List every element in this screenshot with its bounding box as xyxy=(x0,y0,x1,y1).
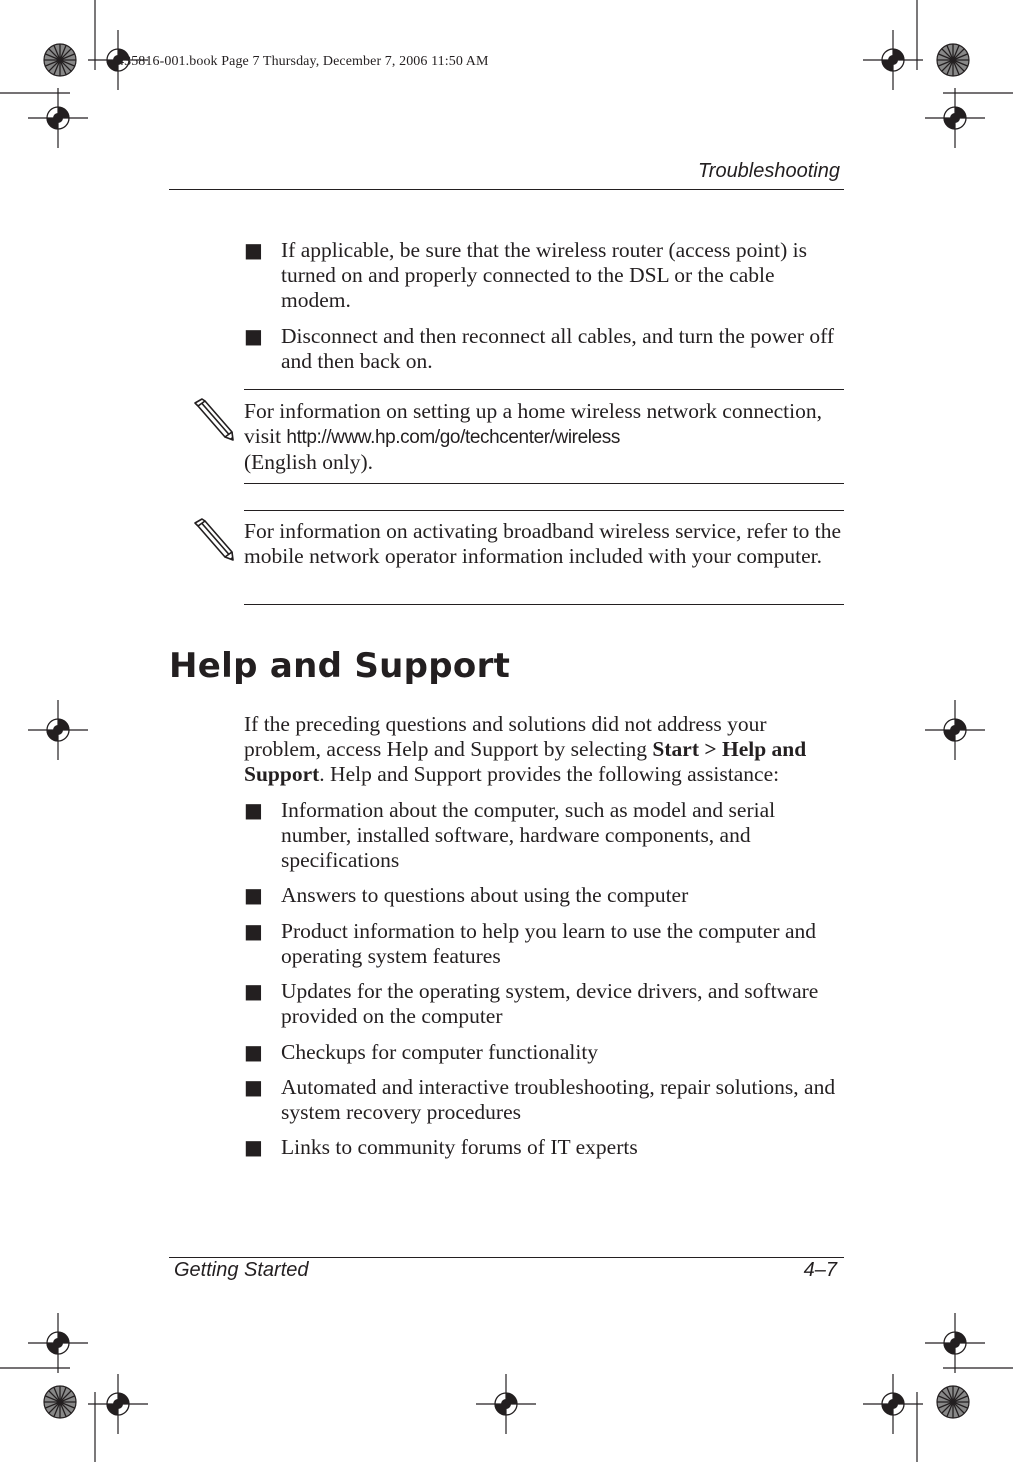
bullet-text: Product information to help you learn to use the computer and operating system features xyxy=(281,919,816,968)
pencil-note-icon xyxy=(192,398,236,442)
footer-rule xyxy=(169,1257,844,1258)
bullet-text: Checkups for computer functionality xyxy=(281,1040,599,1064)
bullet-icon: ■ xyxy=(244,919,263,943)
bullet-text: Updates for the operating system, device drivers, and software provided on the computer xyxy=(281,979,819,1028)
bullet-text: Answers to questions about using the computer xyxy=(281,883,689,907)
note-text xyxy=(244,399,844,475)
intro-text-after: . Help and Support provides the following assistance: xyxy=(319,762,780,786)
menu-path: Start > Help and Support xyxy=(244,737,807,786)
note-text-before: For information on setting up a home wireless network connection, visit xyxy=(244,399,822,448)
bullet-icon: ■ xyxy=(244,324,263,348)
print-slug: 435816-001.book Page 7 Thursday, December 7, 2006 11:50 AM xyxy=(117,54,489,69)
bullet-icon: ■ xyxy=(244,883,263,907)
bullet-text: Disconnect and then reconnect all cables, and turn the power off and then back on. xyxy=(281,324,835,373)
list-item xyxy=(244,238,844,313)
footer-page-number: 4–7 xyxy=(803,1259,837,1281)
bullet-icon: ■ xyxy=(244,238,263,262)
section-heading: Help and Support xyxy=(169,646,511,686)
bullet-text: Information about the computer, such as model and serial number, installed software, hardware components, and specifications xyxy=(281,798,776,872)
list-item xyxy=(244,979,844,1029)
bullet-icon: ■ xyxy=(244,1040,263,1064)
note-rule-top xyxy=(244,389,844,390)
wireless-url-link[interactable]: http://www.hp.com/go/techcenter/wireless xyxy=(286,427,620,448)
header-rule xyxy=(169,189,844,190)
running-head: Troubleshooting xyxy=(698,160,840,182)
bullet-icon: ■ xyxy=(244,798,263,822)
list-item xyxy=(244,1135,844,1160)
bullet-text: If applicable, be sure that the wireless router (access point) is turned on and properly connected to the DSL or the cable modem. xyxy=(281,238,807,312)
note-text-after: (English only). xyxy=(244,450,373,474)
bullet-icon: ■ xyxy=(244,979,263,1003)
intro-text-before: If the preceding questions and solutions did not address your problem, access Help and Support by selecting xyxy=(244,712,767,761)
list-item xyxy=(244,883,844,908)
note-rule-bottom xyxy=(244,604,844,605)
note-text: For information on activating broadband wireless service, refer to the mobile network operator information included with your computer. xyxy=(244,519,842,568)
note-rule-top xyxy=(244,510,844,511)
footer-book-title: Getting Started xyxy=(174,1259,309,1281)
bullet-icon: ■ xyxy=(244,1075,263,1099)
pencil-note-icon xyxy=(192,518,236,562)
list-item xyxy=(244,324,844,374)
bullet-icon: ■ xyxy=(244,1135,263,1159)
note-rule-bottom xyxy=(244,483,844,484)
bullet-text: Links to community forums of IT experts xyxy=(281,1135,638,1159)
list-item xyxy=(244,1075,844,1125)
list-item xyxy=(244,798,844,873)
intro-paragraph xyxy=(244,712,844,787)
bullet-text: Automated and interactive troubleshooting, repair solutions, and system recovery procedures xyxy=(281,1075,836,1124)
list-item xyxy=(244,919,844,969)
list-item xyxy=(244,1040,844,1065)
